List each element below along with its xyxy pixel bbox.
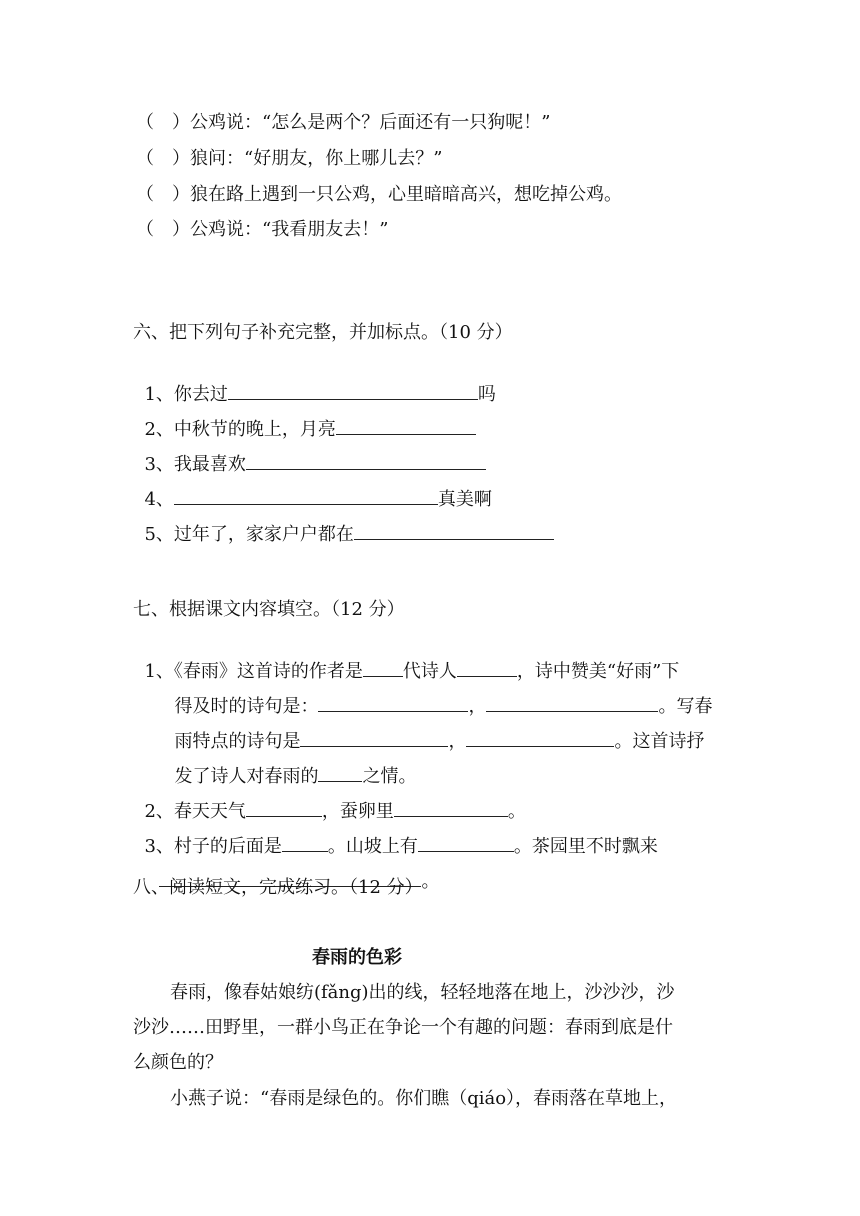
q-suffix: 真美啊 [437, 489, 492, 510]
section7-q1-line1 [133, 633, 680, 682]
text: 。这首诗抒 [614, 731, 705, 752]
answer-blank[interactable] [354, 520, 554, 540]
text: 1、《春雨》这首诗的作者是 [144, 661, 363, 682]
text: 雨特点的诗句是 [174, 731, 301, 752]
section7-q3 [133, 808, 658, 857]
section6-heading: 六、把下列句子补充完整，并加标点。（10 分） [133, 322, 513, 343]
text: 。 [421, 871, 440, 892]
section7-q1-line2 [163, 668, 713, 717]
text: 。山坡上有 [327, 836, 418, 857]
section7-q1-line4 [163, 738, 417, 787]
order-item: （ ）公鸡说：“我看朋友去！” [136, 219, 389, 240]
text: ， [448, 731, 467, 752]
text: ，诗中赞美“好雨”下 [516, 661, 680, 682]
text: 发了诗人对春雨的 [174, 766, 319, 787]
q-prefix: 1、你去过 [144, 384, 228, 405]
section8-heading: 八、阅读短文，完成练习。（12 分） [133, 877, 423, 898]
passage-line: 沙沙……田野里，一群小鸟正在争论一个有趣的问题：春雨到底是什 [133, 1017, 673, 1038]
order-item: （ ）狼在路上遇到一只公鸡，心里暗暗高兴，想吃掉公鸡。 [136, 184, 622, 205]
order-item: （ ）狼问：“好朋友，你上哪儿去？” [136, 148, 443, 169]
q-prefix: 3、我最喜欢 [144, 454, 246, 475]
passage-title: 春雨的色彩 [312, 947, 402, 968]
text: ， [468, 696, 487, 717]
text: ，蚕卵里 [321, 801, 394, 822]
text: 。 [507, 801, 526, 822]
section6-q1 [133, 356, 496, 405]
text: 之情。 [362, 766, 417, 787]
text: 。茶园里不时飘来 [513, 836, 658, 857]
section7-heading: 七、根据课文内容填空。（12 分） [133, 599, 405, 620]
passage-line: 小燕子说：“春雨是绿色的。你们瞧（qiáo），春雨落在草地上， [170, 1088, 678, 1109]
section6-q3 [133, 426, 486, 475]
passage-line: 么颜色的？ [133, 1052, 223, 1073]
passage-line: 春雨，像春姑娘纺(fǎng)出的线，轻轻地落在地上，沙沙沙，沙 [170, 982, 675, 1003]
section7-q1-line3 [163, 703, 705, 752]
q-suffix: 吗 [477, 384, 496, 405]
section6-q5 [133, 496, 554, 545]
text: 得及时的诗句是： [174, 696, 319, 717]
section6-q2 [133, 391, 476, 440]
text: 。写春 [658, 696, 713, 717]
section6-q4 [133, 461, 492, 510]
text: 3、村子的后面是 [144, 836, 282, 857]
section7-q2 [133, 773, 526, 822]
text: 代诗人 [402, 661, 457, 682]
q-prefix: 2、中秋节的晚上，月亮 [144, 419, 336, 440]
q-prefix: 5、过年了，家家户户都在 [144, 524, 354, 545]
order-item: （ ）公鸡说：“怎么是两个？后面还有一只狗呢！” [136, 112, 551, 133]
text: 2、春天天气 [144, 801, 246, 822]
answer-blank[interactable] [466, 727, 614, 747]
q-prefix: 4、 [144, 489, 174, 510]
